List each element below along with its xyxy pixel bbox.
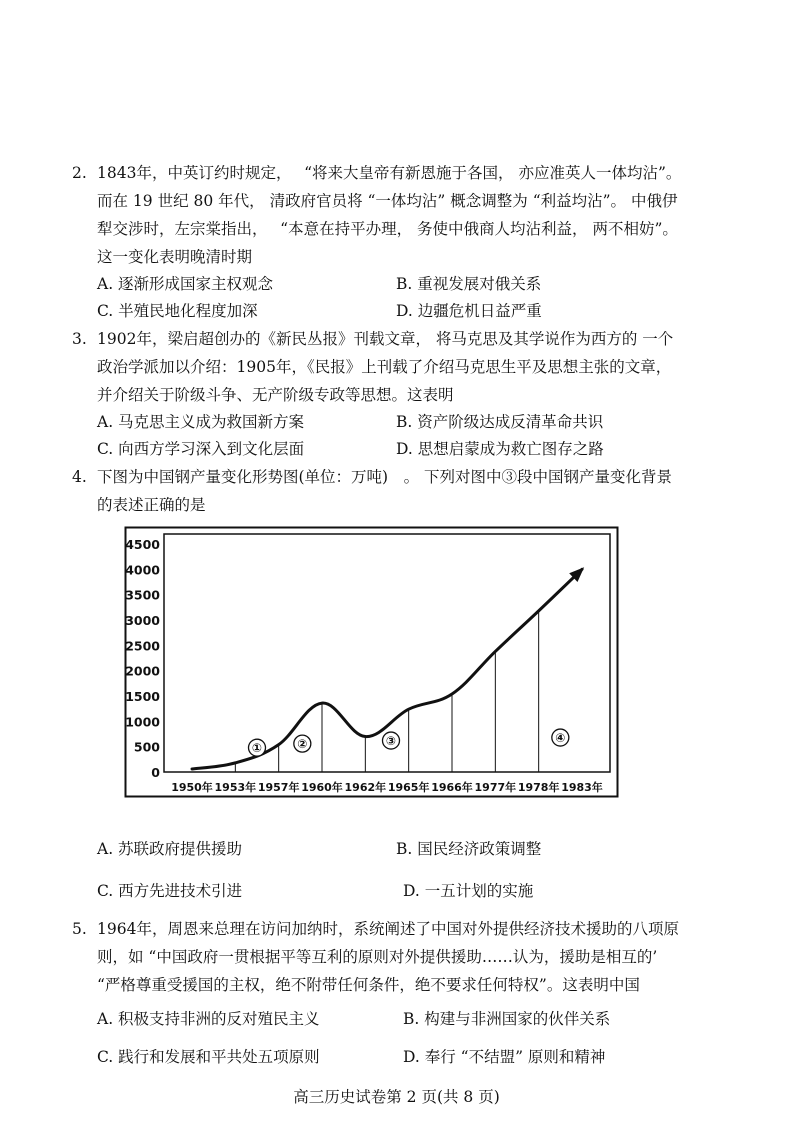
x-tick-label: 1983年 bbox=[561, 781, 603, 794]
option-d[interactable]: D. 一五计划的实施 bbox=[403, 882, 534, 900]
y-tick-label: 1000 bbox=[125, 714, 160, 730]
question-text-line: 1843年，中英订约时规定， “将来大皇帝有新恩施于各国， 亦应准英人一体均沾”。 bbox=[97, 164, 682, 182]
x-tick-label: 1950年 bbox=[171, 781, 213, 794]
option-b[interactable]: B. 重视发展对俄关系 bbox=[396, 275, 542, 293]
question-text-line: 并介绍关于阶级斗争、无产阶级专政等思想。这表明 bbox=[97, 386, 454, 404]
page-footer: 高三历史试卷第 2 页(共 8 页) bbox=[293, 1088, 500, 1106]
question-text-line: “严格尊重受援国的主权，绝不附带任何条件，绝不要求任何特权”。这表明中国 bbox=[97, 976, 640, 994]
chart-svg bbox=[124, 526, 619, 798]
x-tick-label: 1966年 bbox=[431, 781, 473, 794]
option-b[interactable]: B. 资产阶级达成反清革命共识 bbox=[396, 413, 604, 431]
option-a[interactable]: A. 逐渐形成国家主权观念 bbox=[97, 275, 274, 293]
option-d[interactable]: D. 奉行 “不结盟” 原则和精神 bbox=[403, 1048, 606, 1066]
question-text-line: 犁交涉时，左宗棠指出， “本意在持平办理， 务使中俄商人均沾利益， 两不相妨”。 bbox=[97, 220, 678, 238]
x-tick-label: 1978年 bbox=[517, 781, 560, 794]
x-tick-label: 1953年 bbox=[214, 781, 257, 794]
x-tick-label: 1965年 bbox=[387, 781, 430, 794]
question-text-line: 政治学派加以介绍：1905年，《民报》上刊载了介绍马克思生平及思想主张的文章， bbox=[97, 358, 672, 376]
y-tick-label: 500 bbox=[133, 739, 160, 755]
segment-label: ② bbox=[297, 737, 308, 752]
y-tick-label: 4500 bbox=[125, 537, 160, 552]
option-a[interactable]: A. 苏联政府提供援助 bbox=[97, 840, 243, 858]
option-a[interactable]: A. 积极支持非洲的反对殖民主义 bbox=[97, 1010, 320, 1028]
y-tick-label: 3000 bbox=[125, 613, 160, 628]
question-text-line: 这一变化表明晚清时期 bbox=[97, 248, 253, 266]
option-d[interactable]: D. 思想启蒙成为救亡图存之路 bbox=[396, 440, 604, 458]
question-number: 5. bbox=[72, 920, 87, 938]
chart-frame bbox=[126, 528, 618, 797]
question-text-line: 下图为中国钢产量变化形势图(单位：万吨) 。 下列对图中③段中国钢产量变化背景 bbox=[97, 468, 673, 486]
y-tick-label: 0 bbox=[151, 765, 160, 780]
question-text-line: 1902年，梁启超创办的《新民丛报》刊载文章， 将马克思及其学说作为西方的 一个 bbox=[97, 330, 674, 348]
question-text-line: 则，如 “中国政府一贯根据平等互利的原则对外提供援助……认为，援助是相互的’ bbox=[97, 948, 658, 966]
option-c[interactable]: C. 向西方学习深入到文化层面 bbox=[97, 440, 305, 458]
y-tick-label: 4000 bbox=[125, 562, 160, 578]
question-number: 4. bbox=[72, 468, 87, 486]
question-number: 3. bbox=[72, 330, 87, 348]
option-a[interactable]: A. 马克思主义成为救国新方案 bbox=[97, 413, 305, 431]
x-tick-label: 1960年 bbox=[301, 781, 343, 794]
option-b[interactable]: B. 国民经济政策调整 bbox=[396, 840, 542, 858]
option-c[interactable]: C. 西方先进技术引进 bbox=[97, 882, 243, 900]
option-c[interactable]: C. 半殖民地化程度加深 bbox=[97, 302, 258, 320]
segment-label: ① bbox=[251, 741, 263, 756]
question-text-line: 1964年，周恩来总理在访问加纳时，系统阐述了中国对外提供经济技术援助的八项原 bbox=[97, 920, 679, 938]
x-tick-label: 1957年 bbox=[257, 781, 300, 794]
steel-output-chart bbox=[124, 526, 619, 798]
question-number: 2. bbox=[72, 164, 87, 182]
question-text-line: 而在 19 世纪 80 年代， 清政府官员将 “一体均沾” 概念调整为 “利益均沾”。 中俄伊 bbox=[97, 192, 678, 210]
option-c[interactable]: C. 践行和发展和平共处五项原则 bbox=[97, 1048, 320, 1066]
x-tick-label: 1977年 bbox=[474, 781, 517, 794]
question-text-line: 的表述正确的是 bbox=[97, 496, 206, 514]
x-tick-label: 1962年 bbox=[344, 781, 387, 794]
y-tick-label: 2000 bbox=[125, 663, 160, 679]
y-tick-label: 1500 bbox=[125, 689, 160, 704]
y-tick-label: 3500 bbox=[125, 587, 160, 603]
option-d[interactable]: D. 边疆危机日益严重 bbox=[396, 302, 542, 320]
segment-label: ③ bbox=[385, 734, 397, 749]
segment-label: ④ bbox=[555, 731, 566, 746]
y-tick-label: 2500 bbox=[125, 638, 160, 654]
option-b[interactable]: B. 构建与非洲国家的伙伴关系 bbox=[403, 1010, 611, 1028]
